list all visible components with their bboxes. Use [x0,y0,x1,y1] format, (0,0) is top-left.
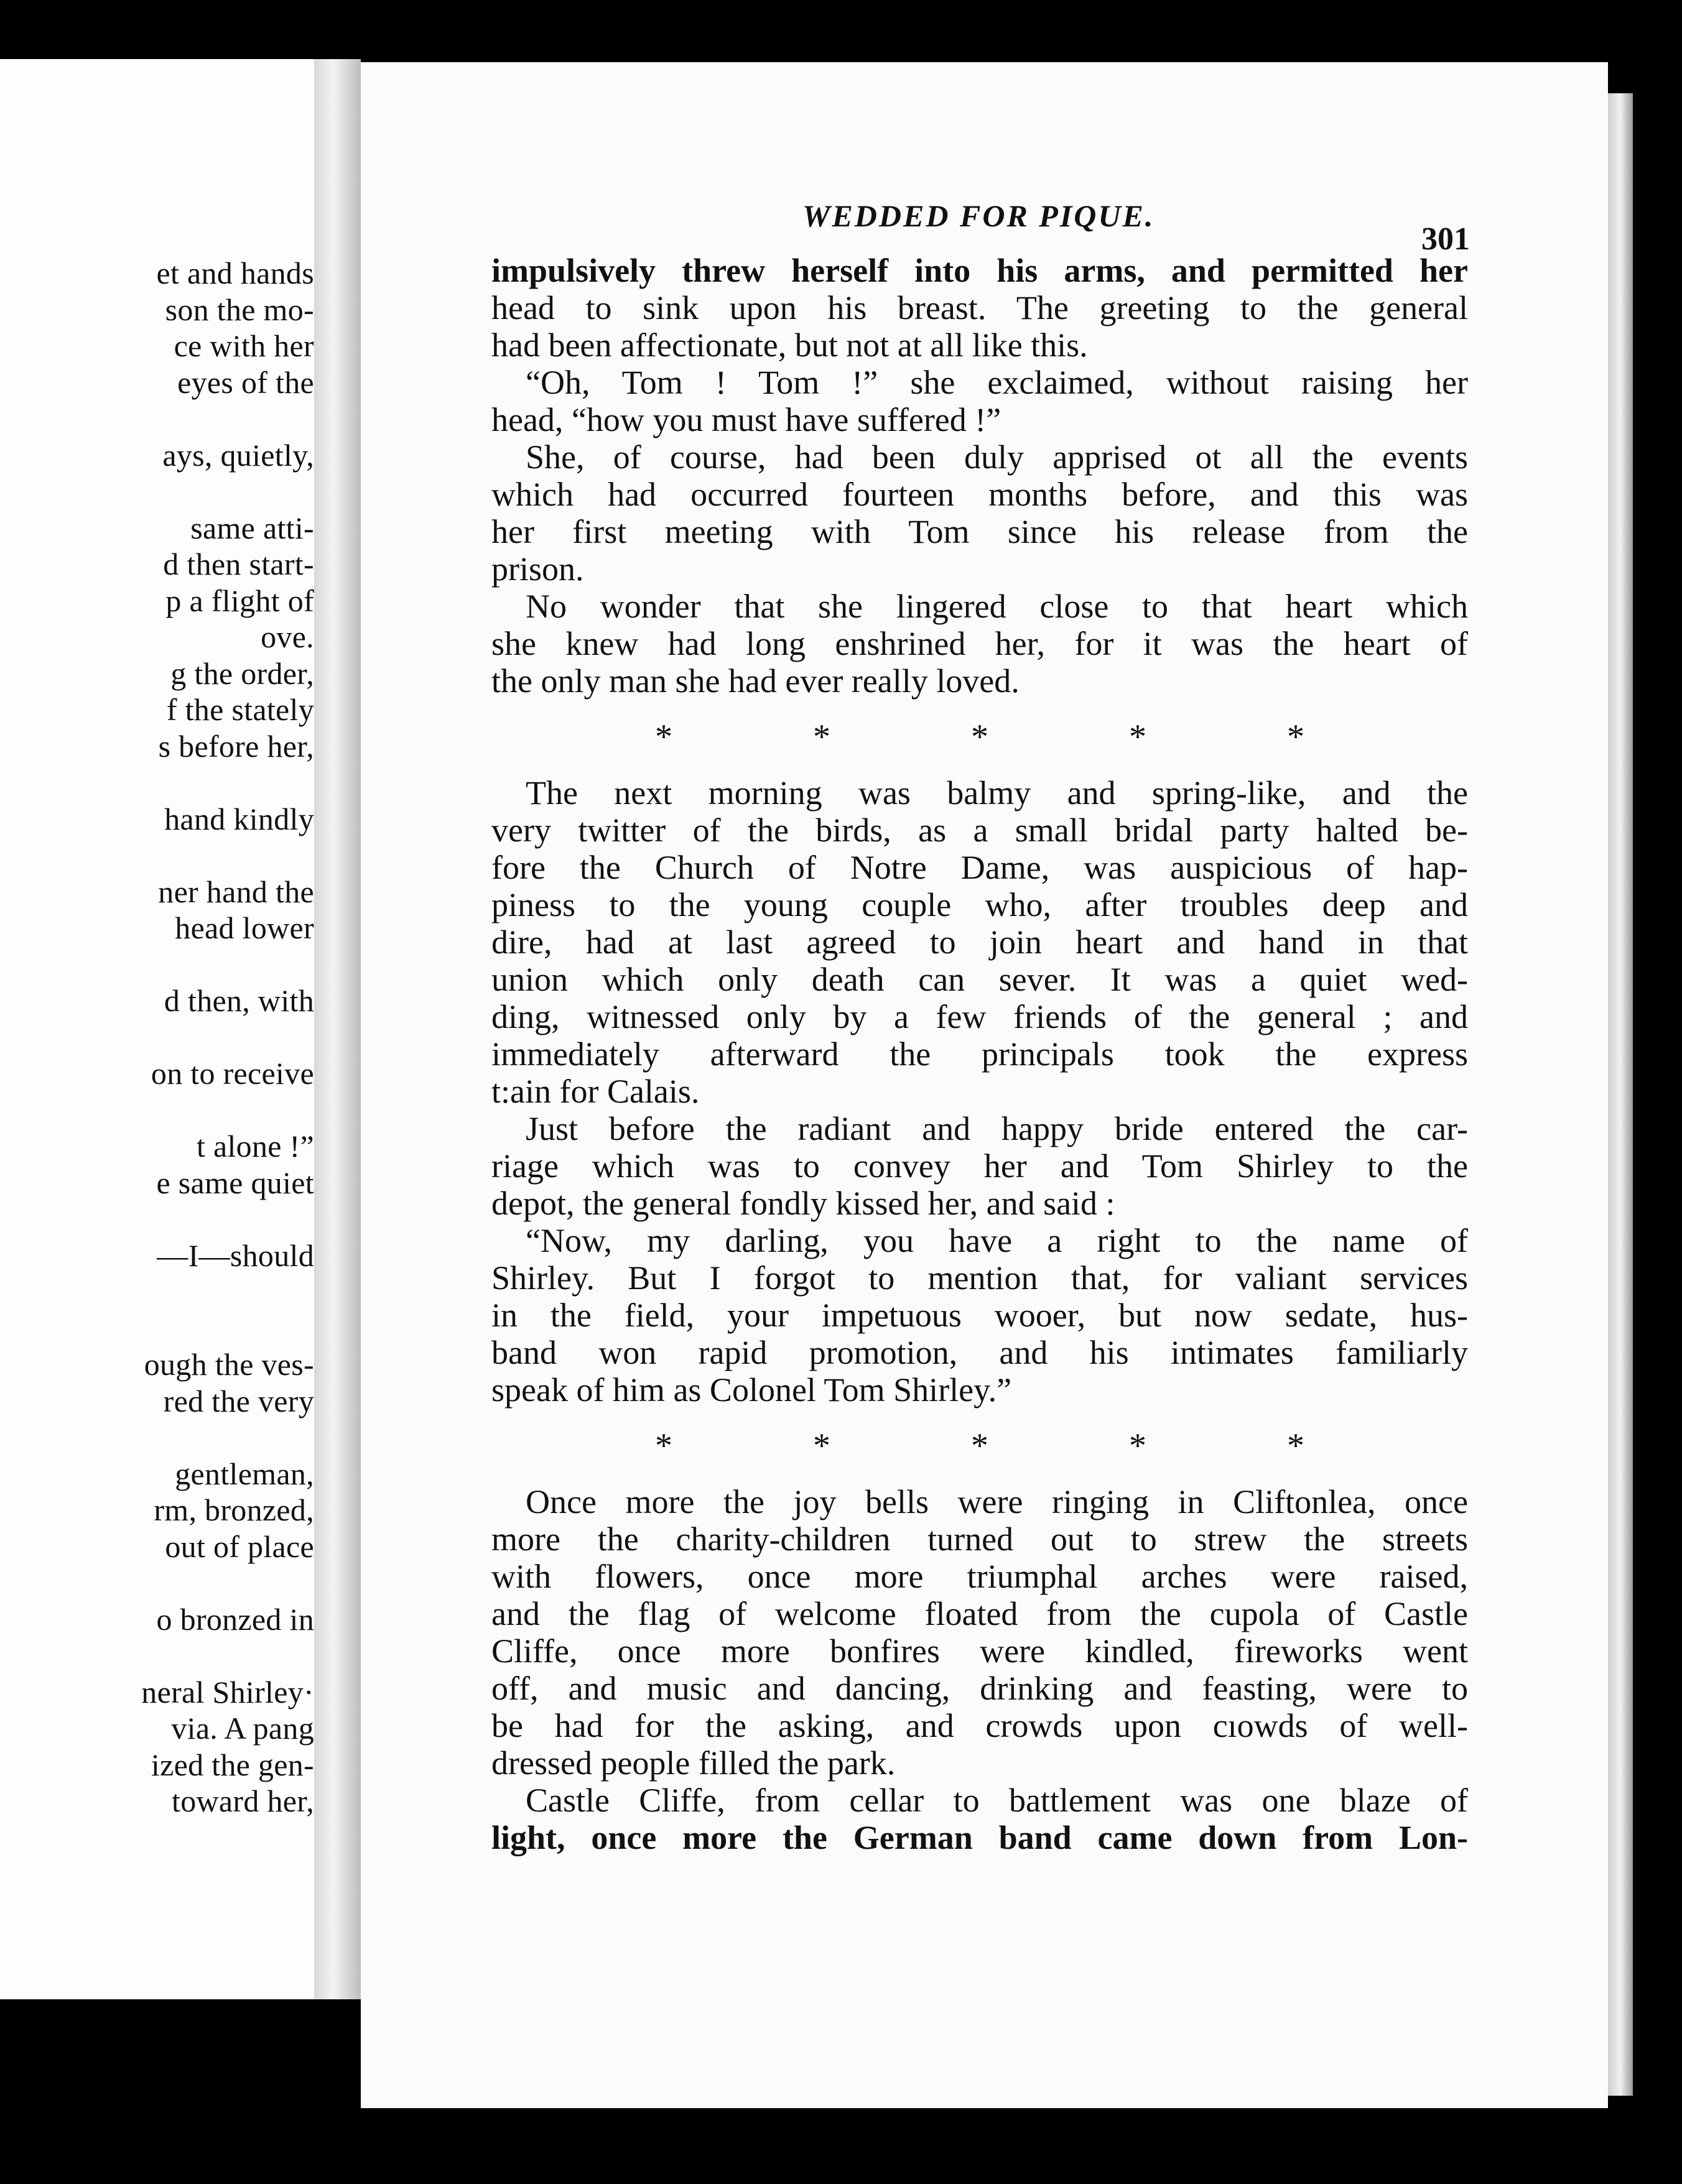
text-line: which had occurred fourteen months before, and this was [491,476,1468,513]
text-line: Just before the radiant and happy bride entered the car- [526,1110,1468,1147]
left-page-line: ays, quietly, [162,437,314,473]
facing-page-left [0,59,314,1999]
left-page-line: hand kindly [164,801,314,836]
asterisk: * [813,718,830,756]
text-line: impulsively threw herself into his arms, and permitted her [491,252,1468,289]
left-page-line: —I—should [157,1238,314,1273]
left-page-line: eyes of the [177,364,314,400]
text-line: band won rapid promotion, and his intimates familiarly [491,1334,1468,1371]
left-page-line: same atti- [190,510,314,545]
text-line: “Oh, Tom ! Tom !” she exclaimed, without raising her [526,364,1468,401]
section-separator [491,700,1468,774]
text-line: be had for the asking, and crowds upon cıowds of well- [491,1707,1468,1744]
text-line: Castle Cliffe, from cellar to battlement was one blaze of [526,1782,1468,1819]
left-page-line: d then start- [163,547,314,581]
text-line: Cliffe, once more bonfires were kindled, fireworks went [491,1632,1468,1670]
asterisk: * [655,718,672,756]
left-page-line: son the mo- [165,292,314,327]
running-title: WEDDED FOR PIQUE. [802,198,1155,233]
left-page-line: red the very [163,1383,314,1418]
left-page-line: ce with her [174,328,314,363]
page-edge [1608,93,1633,2096]
left-page-line: e same quiet [156,1165,314,1200]
left-page-line: via. A pang [171,1711,314,1746]
text-line: fore the Church of Notre Dame, was auspicious of hap- [491,849,1468,886]
left-page-line: f the stately [166,692,314,727]
text-line: prison. [491,550,584,588]
text-line: piness to the young couple who, after troubles deep and [491,886,1468,923]
text-line: Shirley. But I forgot to mention that, for valiant services [491,1259,1468,1297]
asterisk: * [971,1427,988,1465]
text-line: dressed people filled the park. [491,1744,896,1782]
left-page-line: ized the gen- [151,1747,314,1782]
text-line: union which only death can sever. It was a quiet wed- [491,961,1468,998]
left-page-line: neral Shirley· [141,1674,314,1710]
left-page-line: out of place [165,1529,314,1564]
text-line: speak of him as Colonel Tom Shirley.” [491,1371,1012,1409]
text-line: She, of course, had been duly apprised ot all the events [526,438,1468,476]
left-page-line: d then, with [164,983,314,1018]
text-line: in the field, your impetuous wooer, but now sedate, hus- [491,1297,1468,1334]
asterisk: * [655,1427,672,1465]
text-line: head, “how you must have suffered !” [491,401,1001,438]
text-line: dire, had at last agreed to join heart and hand in that [491,923,1468,961]
text-line: more the charity-children turned out to strew the streets [491,1520,1468,1558]
text-line: ding, witnessed only by a few friends of the general ; and [491,998,1468,1035]
text-line: off, and music and dancing, drinking and feasting, were to [491,1670,1468,1707]
left-page-line: p a flight of [165,583,314,618]
left-page-line: toward her, [172,1784,314,1818]
asterisk: * [1129,718,1146,756]
text-line: depot, the general fondly kissed her, and said : [491,1185,1115,1222]
text-line: t:ain for Calais. [491,1073,700,1110]
left-page-line: rm, bronzed, [154,1492,314,1527]
text-line: head to sink upon his breast. The greeting to the general [491,289,1468,326]
page-number: 301 [1421,221,1470,257]
left-page-line: ove. [261,619,314,654]
asterisk: * [1129,1427,1146,1465]
text-line: The next morning was balmy and spring-like, and the [526,774,1468,812]
text-line: with flowers, once more triumphal arches were raised, [491,1558,1468,1595]
left-page-line: on to receive [151,1056,314,1091]
text-line: Once more the joy bells were ringing in Cliftonlea, once [526,1483,1468,1520]
left-page-line: t alone !” [196,1129,314,1164]
text-line: light, once more the German band came down from Lon- [491,1819,1468,1856]
left-page-line: o bronzed in [156,1601,314,1637]
left-page-line: gentleman, [175,1456,314,1491]
book-gutter [314,59,361,1999]
asterisk: * [1287,718,1304,756]
text-line: and the flag of welcome floated from the cupola of Castle [491,1595,1468,1632]
text-line: very twitter of the birds, as a small bridal party halted be- [491,812,1468,849]
body-text [491,252,1468,1856]
left-page-line: et and hands [156,256,314,290]
text-line: her first meeting with Tom since his release from the [491,513,1468,550]
left-page-line: g the order, [170,655,314,691]
text-line: No wonder that she lingered close to that heart which [526,588,1468,625]
section-separator [491,1409,1468,1483]
text-line: the only man she had ever really loved. [491,662,1020,700]
left-page-line: s before her, [158,728,314,764]
left-page-line: head lower [175,910,314,945]
left-page-line: ough the ves- [144,1347,314,1382]
asterisk: * [1287,1427,1304,1465]
text-line: had been affectionate, but not at all like this. [491,326,1088,364]
asterisk: * [813,1427,830,1465]
asterisk: * [971,718,988,756]
text-line: immediately afterward the principals took the express [491,1035,1468,1073]
left-page-line: ner hand the [158,874,314,909]
text-line: she knew had long enshrined her, for it was the heart of [491,625,1468,662]
text-line: “Now, my darling, you have a right to the name of [526,1222,1468,1259]
text-line: riage which was to convey her and Tom Shirley to the [491,1147,1468,1185]
